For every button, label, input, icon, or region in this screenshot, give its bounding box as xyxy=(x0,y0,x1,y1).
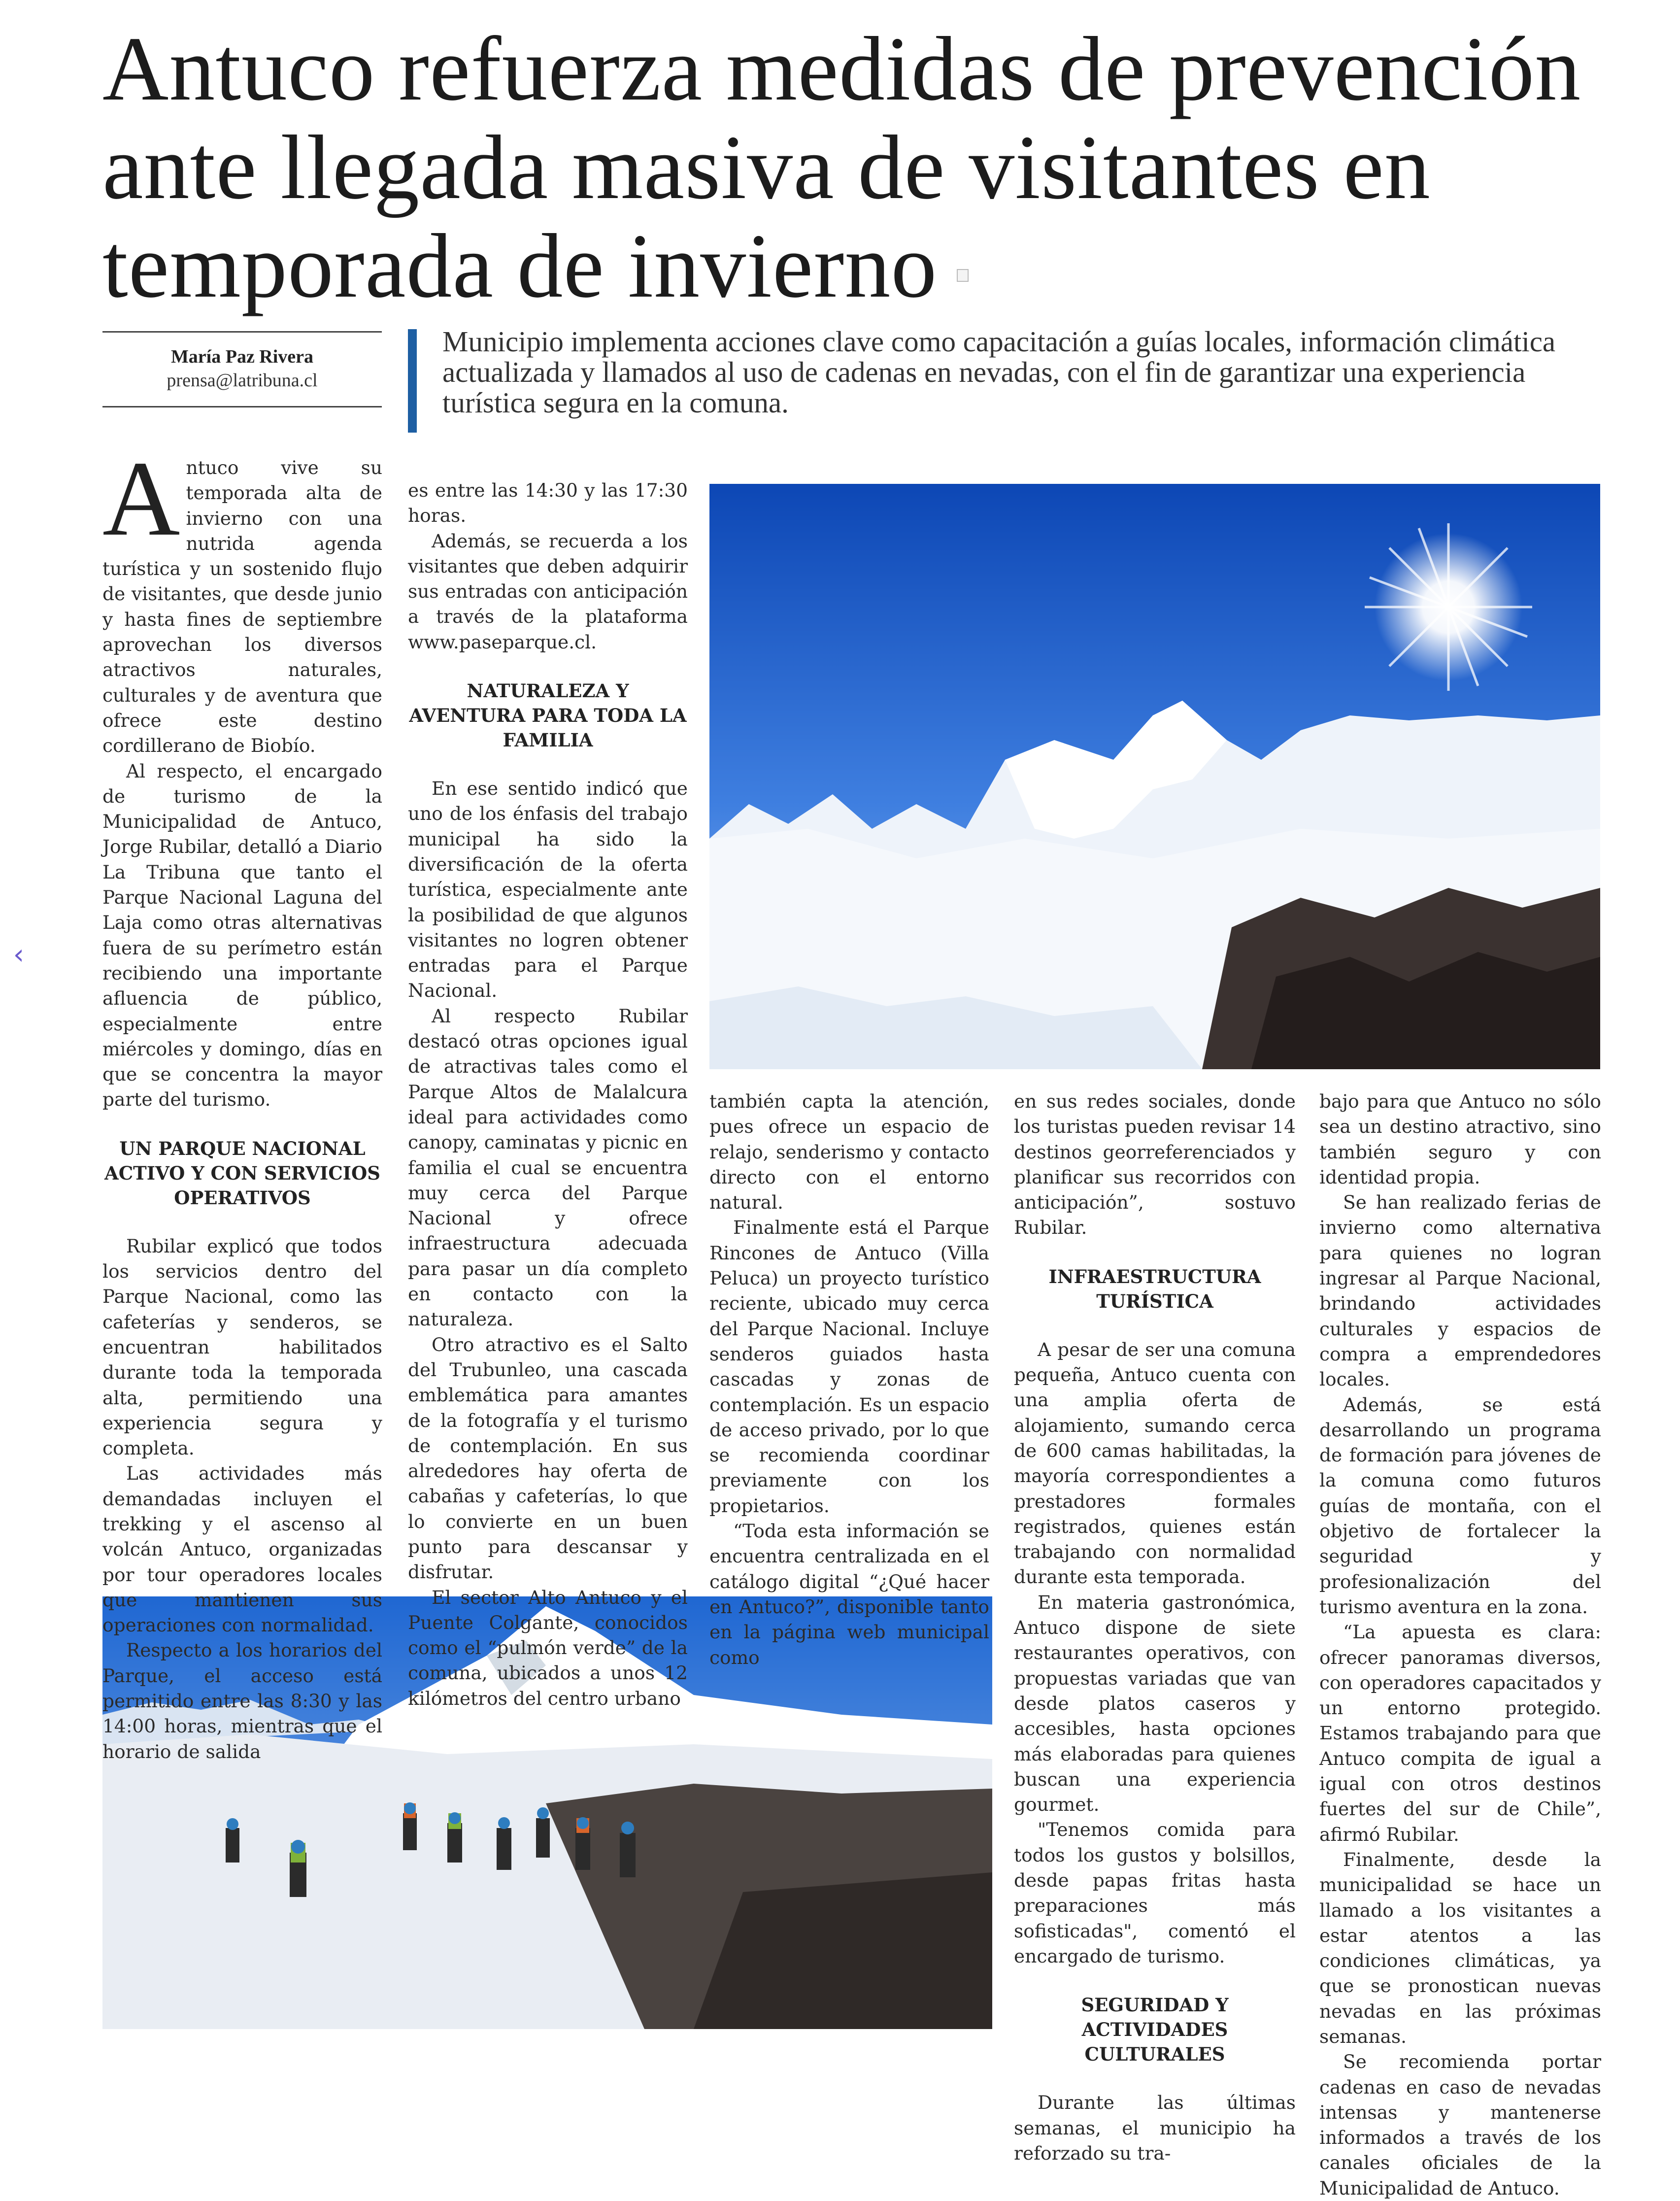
paragraph: Finalmente está el Parque Rincones de Antuco (Villa Peluca) un proyecto turístico reciente, ubicado muy cerca del Parque Nacional. Incluye senderos guiados hasta cascadas y zonas de contemplación. Es un espacio de acceso privado, por lo que se recomienda coordinar previamente con los propietarios. xyxy=(709,1217,989,1517)
headline-text: Antuco refuerza medidas de prevención ante llegada masiva de visitantes en temporada de invierno xyxy=(102,18,1581,317)
subheading-parque: UN PARQUE NACIONAL ACTIVO Y CON SERVICIOS OPERATIVOS xyxy=(104,1137,380,1209)
author-name: María Paz Rivera xyxy=(170,346,314,367)
lead-accent-bar xyxy=(408,329,417,433)
paragraph: En ese sentido indicó que uno de los énfasis del trabajo municipal ha sido la diversificación de la oferta turística, especialmente ante la posibilidad de que algunos visitantes no logren obtener entradas para el Parque Nacional. xyxy=(408,778,688,1002)
paragraph: Además, se recuerda a los visitantes que deben adquirir sus entradas con anticipación a través de la plataforma www.paseparque.cl. xyxy=(408,530,688,653)
headline xyxy=(102,20,1605,315)
column-3 xyxy=(709,1089,989,1668)
image-placeholder-icon xyxy=(957,269,969,282)
paragraph-intro: ntuco vive su temporada alta de invierno con una nutrida agenda turística y un sostenido flujo de visitantes, que desde junio y hasta fines de septiembre aprovechan los diversos atractivos naturales, culturales y de aventura que ofrece este destino cordillerano de Biobío. xyxy=(102,457,382,757)
paragraph: Respecto a los horarios del Parque, el acceso está permitido entre las 8:30 y las 14:00 horas, mientras que el horario de salida xyxy=(102,1639,382,1762)
paragraph-continued: es entre las 14:30 y las 17:30 horas. xyxy=(408,479,688,527)
column-1 xyxy=(102,440,382,1762)
paragraph: A pesar de ser una comuna pequeña, Antuco cuenta con una amplia oferta de alojamiento, sumando cerca de 600 camas habilitadas, la mayoría correspondientes a prestadores formales registrados, quienes están trabajando con normalidad durante esta temporada. xyxy=(1014,1338,1296,1588)
subheading-infraestructura: INFRAESTRUCTURA TURÍSTICA xyxy=(1048,1265,1261,1312)
paragraph: Además, se está desarrollando un programa de formación para jóvenes de la comuna como futuros guías de montaña, con el objetivo de fortalecer la seguridad y profesionalización del turismo aventura en la zona. xyxy=(1319,1393,1601,1618)
paragraph: Al respecto, el encargado de turismo de la Municipalidad de Antuco, Jorge Rubilar, detalló a Diario La Tribuna que tanto el Parque Nacional Laguna del Laja como otras alternativas fuera de su perímetro están recibiendo una importante afluencia de público, especialmente entre miércoles y domingo, días en que se concentra la mayor parte del turismo. xyxy=(102,760,382,1111)
paragraph: En materia gastronómica, Antuco dispone de siete restaurantes operativos, con propuestas variadas que van desde platos caseros y accesibles, hasta opciones más elaboradas para quienes buscan una experiencia gourmet. xyxy=(1014,1591,1296,1816)
lead-paragraph: Municipio implementa acciones clave como capacitación a guías locales, información climática actualizada y llamados al uso de cadenas en nevadas, con el fin de garantizar una experiencia turística segura en la comuna. xyxy=(442,325,1556,419)
drop-cap: A xyxy=(102,440,180,558)
mountain-sun-photo xyxy=(709,484,1600,1069)
paragraph: Al respecto Rubilar destacó otras opciones igual de atractivas tales como el Parque Altos de Malalcura ideal para actividades como canopy, caminatas y picnic en familia el cual se encuentra muy cerca del Parque Nacional y ofrece infraestructura adecuada para pasar un día completo en contacto con la naturaleza. xyxy=(408,1005,688,1330)
chevron-left-icon[interactable]: ‹ xyxy=(13,939,25,971)
paragraph: Otro atractivo es el Salto del Trubunleo, una cascada emblemática para amantes de la fotografía y el turismo de contemplación. En sus alrededores hay oferta de cabañas y cafeterías, lo que lo convierte en un buen punto para descansar y disfrutar. xyxy=(408,1333,688,1583)
paragraph-continued: bajo para que Antuco no sólo sea un destino atractivo, sino también seguro y con identidad propia. xyxy=(1319,1090,1601,1188)
paragraph: "Tenemos comida para todos los gustos y bolsillos, desde papas fritas hasta preparaciones más sofisticadas", comentó el encargado de turismo. xyxy=(1014,1819,1296,1967)
paragraph: Finalmente, desde la municipalidad se hace un llamado a los visitantes a estar atentos a las condiciones climáticas, ya que se pronostican nuevas nevadas en las próximas semanas. xyxy=(1319,1848,1601,2047)
byline-bottom-rule xyxy=(102,406,382,407)
column-2 xyxy=(408,478,688,1709)
subheading-seguridad: SEGURIDAD Y ACTIVIDADES CULTURALES xyxy=(1081,1994,1229,2066)
column-4 xyxy=(1014,1089,1296,2164)
paragraph: Las actividades más demandadas incluyen el trekking y el ascenso al volcán Antuco, organizadas por tour operadores locales que mantienen sus operaciones con normalidad. xyxy=(102,1462,382,1636)
paragraph-continued: también capta la atención, pues ofrece un espacio de relajo, senderismo y contacto directo con el entorno natural. xyxy=(709,1090,989,1214)
author-email: prensa@latribuna.cl xyxy=(167,370,318,391)
byline-top-rule xyxy=(102,331,382,333)
paragraph: Se recomienda portar cadenas en caso de nevadas intensas y mantenerse informados a través de los canales oficiales de la Municipalidad de Antuco. xyxy=(1319,2051,1601,2199)
paragraph: “La apuesta es clara: ofrecer panoramas diversos, con operadores capacitados y un entorno protegido. Estamos trabajando para que Antuco compita de igual a igual con otros destinos fuertes del sur de Chile”, afirmó Rubilar. xyxy=(1319,1621,1601,1845)
paragraph: Rubilar explicó que todos los servicios dentro del Parque Nacional, como las cafeterías y senderos, se encuentran habilitados durante toda la temporada alta, permitiendo una experiencia segura y completa. xyxy=(102,1235,382,1459)
paragraph: Durante las últimas semanas, el municipio ha reforzado su tra- xyxy=(1014,2092,1296,2164)
column-5 xyxy=(1319,1089,1601,2199)
paragraph: El sector Alto Antuco y el Puente Colgante, conocidos como el “pulmón verde” de la comuna, ubicados a unos 12 kilómetros del centro urbano xyxy=(408,1586,688,1709)
subheading-naturaleza: NATURALEZA Y AVENTURA PARA TODA LA FAMILIA xyxy=(409,680,687,751)
paragraph-continued: en sus redes sociales, donde los turistas pueden revisar 14 destinos georreferenciados y planificar sus recorridos con anticipación”, sostuvo Rubilar. xyxy=(1014,1090,1296,1239)
paragraph: Se han realizado ferias de invierno como alternativa para quienes no logran ingresar al Parque Nacional, brindando actividades culturales y espacios de compra a emprendedores locales. xyxy=(1319,1191,1601,1390)
paragraph: “Toda esta información se encuentra centralizada en el catálogo digital “¿Qué hacer en Antuco?”, disponible tanto en la página web municipal como xyxy=(709,1520,989,1668)
